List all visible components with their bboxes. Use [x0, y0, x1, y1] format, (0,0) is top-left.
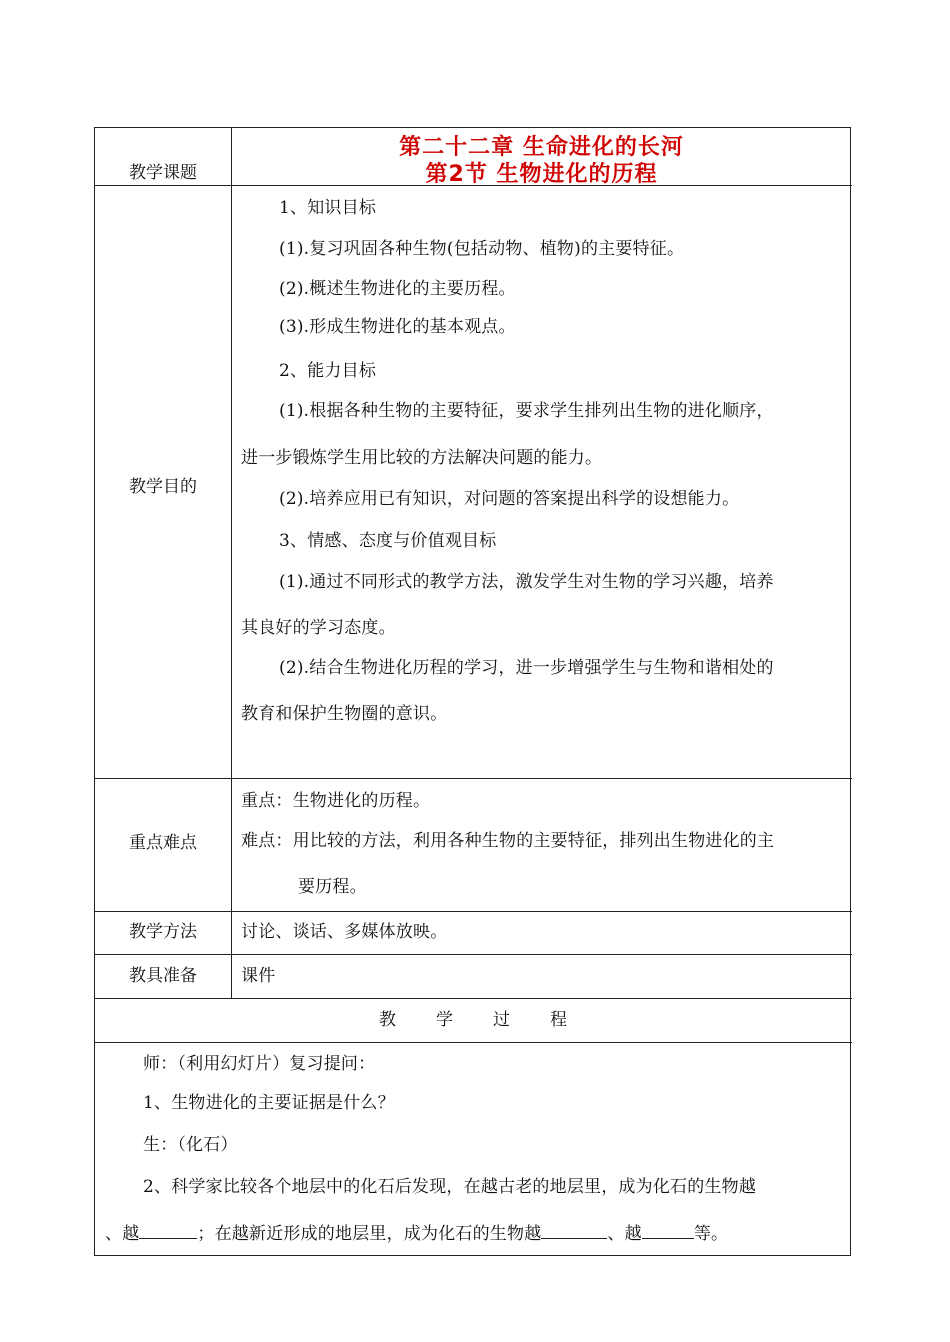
objective-line: 教育和保护生物圈的意识。	[241, 704, 448, 724]
objective-line: (1).复习巩固各种生物(包括动物、植物)的主要特征。	[279, 239, 685, 259]
topic-label: 教学课题	[129, 163, 197, 183]
process-line-with-blanks	[105, 1219, 728, 1244]
objective-line: 3、情感、态度与价值观目标	[279, 531, 497, 551]
objective-line: 1、知识目标	[279, 198, 377, 218]
lesson-plan-table	[94, 127, 851, 1256]
objective-line: (1).根据各种生物的主要特征，要求学生排列出生物的进化顺序，	[279, 401, 774, 421]
difficulty-text-continued: 要历程。	[298, 877, 367, 897]
row-divider	[95, 954, 852, 955]
text-fragment: 、越	[607, 1224, 642, 1244]
method-value: 讨论、谈话、多媒体放映。	[241, 922, 448, 942]
row-divider	[95, 778, 852, 779]
key-points-label: 重点难点	[129, 833, 197, 853]
objective-line: (2).培养应用已有知识，对问题的答案提出科学的设想能力。	[279, 489, 740, 509]
objectives-label: 教学目的	[129, 477, 197, 497]
objective-line: (2).结合生物进化历程的学习，进一步增强学生与生物和谐相处的	[279, 658, 774, 678]
objective-line: 2、能力目标	[279, 361, 377, 381]
text-fragment: 等。	[693, 1224, 729, 1244]
column-divider	[231, 128, 232, 999]
row-divider	[95, 911, 852, 912]
process-heading: 教学过程	[379, 1010, 607, 1030]
text-fragment: 、越	[105, 1224, 140, 1244]
objective-line: (3).形成生物进化的基本观点。	[279, 317, 516, 337]
objective-line: 进一步锻炼学生用比较的方法解决问题的能力。	[241, 448, 603, 468]
objective-line: (1).通过不同形式的教学方法，激发学生对生物的学习兴趣，培养	[279, 572, 774, 592]
answer-blank[interactable]	[642, 1222, 694, 1239]
chapter-title: 第二十二章 生命进化的长河	[399, 135, 684, 160]
method-label: 教学方法	[129, 922, 197, 942]
row-divider	[95, 1042, 852, 1043]
answer-blank[interactable]	[139, 1222, 197, 1239]
difficulty-text: 难点：用比较的方法，利用各种生物的主要特征，排列出生物进化的主	[241, 831, 775, 851]
focus-text: 重点：生物进化的历程。	[241, 791, 431, 811]
row-divider	[95, 998, 852, 999]
process-line: 1、生物进化的主要证据是什么？	[143, 1093, 395, 1113]
process-line: 2、科学家比较各个地层中的化石后发现，在越古老的地层里，成为化石的生物越	[143, 1177, 757, 1197]
section-title: 第2节 生物进化的历程	[425, 162, 658, 187]
process-line: 师：（利用幻灯片）复习提问：	[143, 1054, 376, 1074]
tools-label: 教具准备	[129, 966, 197, 986]
process-line: 生：（化石）	[143, 1135, 238, 1155]
objective-line: 其良好的学习态度。	[241, 618, 396, 638]
tools-value: 课件	[241, 966, 276, 986]
objective-line: (2).概述生物进化的主要历程。	[279, 279, 516, 299]
text-fragment: ；在越新近形成的地层里，成为化石的生物越	[197, 1224, 542, 1244]
answer-blank[interactable]	[541, 1222, 607, 1239]
